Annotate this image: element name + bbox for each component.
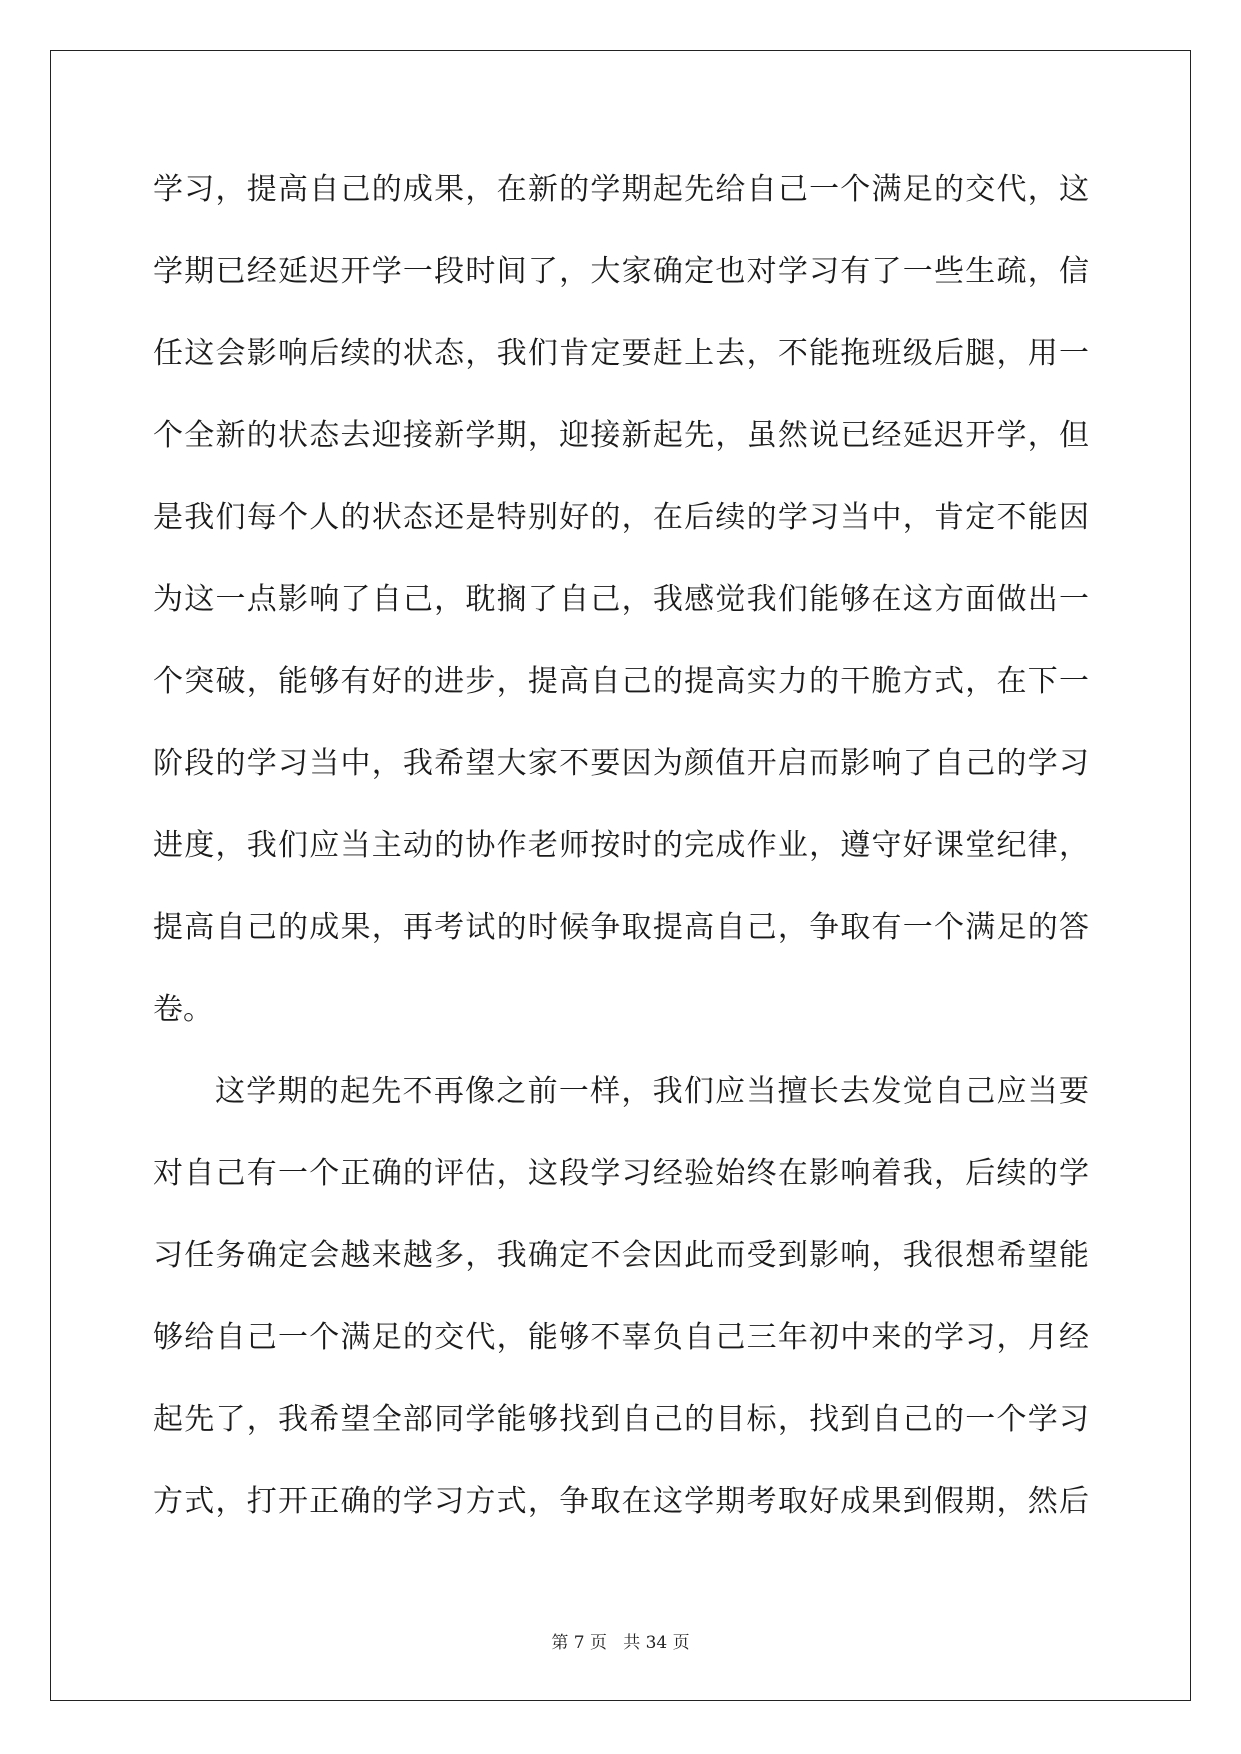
text-line: 习任务确定会越来越多，我确定不会因此而受到影响，我很想希望能 xyxy=(153,1238,1089,1273)
text-line: 学习，提高自己的成果，在新的学期起先给自己一个满足的交代，这 xyxy=(153,172,1089,207)
text-line: 个全新的状态去迎接新学期，迎接新起先，虽然说已经延迟开学，但 xyxy=(153,418,1089,453)
text-line: 够给自己一个满足的交代，能够不辜负自己三年初中来的学习，月经 xyxy=(153,1320,1089,1355)
text-line: 起先了，我希望全部同学能够找到自己的目标，找到自己的一个学习 xyxy=(153,1402,1089,1437)
text-line: 学期已经延迟开学一段时间了，大家确定也对学习有了一些生疏，信 xyxy=(153,254,1089,289)
document-body xyxy=(153,155,1089,1549)
text-line: 为这一点影响了自己，耽搁了自己，我感觉我们能够在这方面做出一 xyxy=(153,582,1089,617)
text-line: 方式，打开正确的学习方式，争取在这学期考取好成果到假期，然后 xyxy=(153,1484,1089,1519)
text-line: 是我们每个人的状态还是特别好的，在后续的学习当中，肯定不能因 xyxy=(153,500,1089,535)
text-line: 对自己有一个正确的评估，这段学习经验始终在影响着我，后续的学 xyxy=(153,1156,1089,1191)
page-number: 第 7 页 共 34 页 xyxy=(551,1633,690,1653)
text-line: 进度，我们应当主动的协作老师按时的完成作业，遵守好课堂纪律， xyxy=(153,828,1089,863)
text-line: 阶段的学习当中，我希望大家不要因为颜值开启而影响了自己的学习 xyxy=(153,746,1089,781)
paragraph-first-line: 这学期的起先不再像之前一样，我们应当擅长去发觉自己应当要 xyxy=(215,1074,1089,1109)
text-line: 卷。 xyxy=(153,992,213,1027)
text-line: 个突破，能够有好的进步，提高自己的提高实力的干脆方式，在下一 xyxy=(153,664,1089,699)
text-line: 任这会影响后续的状态，我们肯定要赶上去，不能拖班级后腿，用一 xyxy=(153,336,1089,371)
text-line: 提高自己的成果，再考试的时候争取提高自己，争取有一个满足的答 xyxy=(153,910,1089,945)
